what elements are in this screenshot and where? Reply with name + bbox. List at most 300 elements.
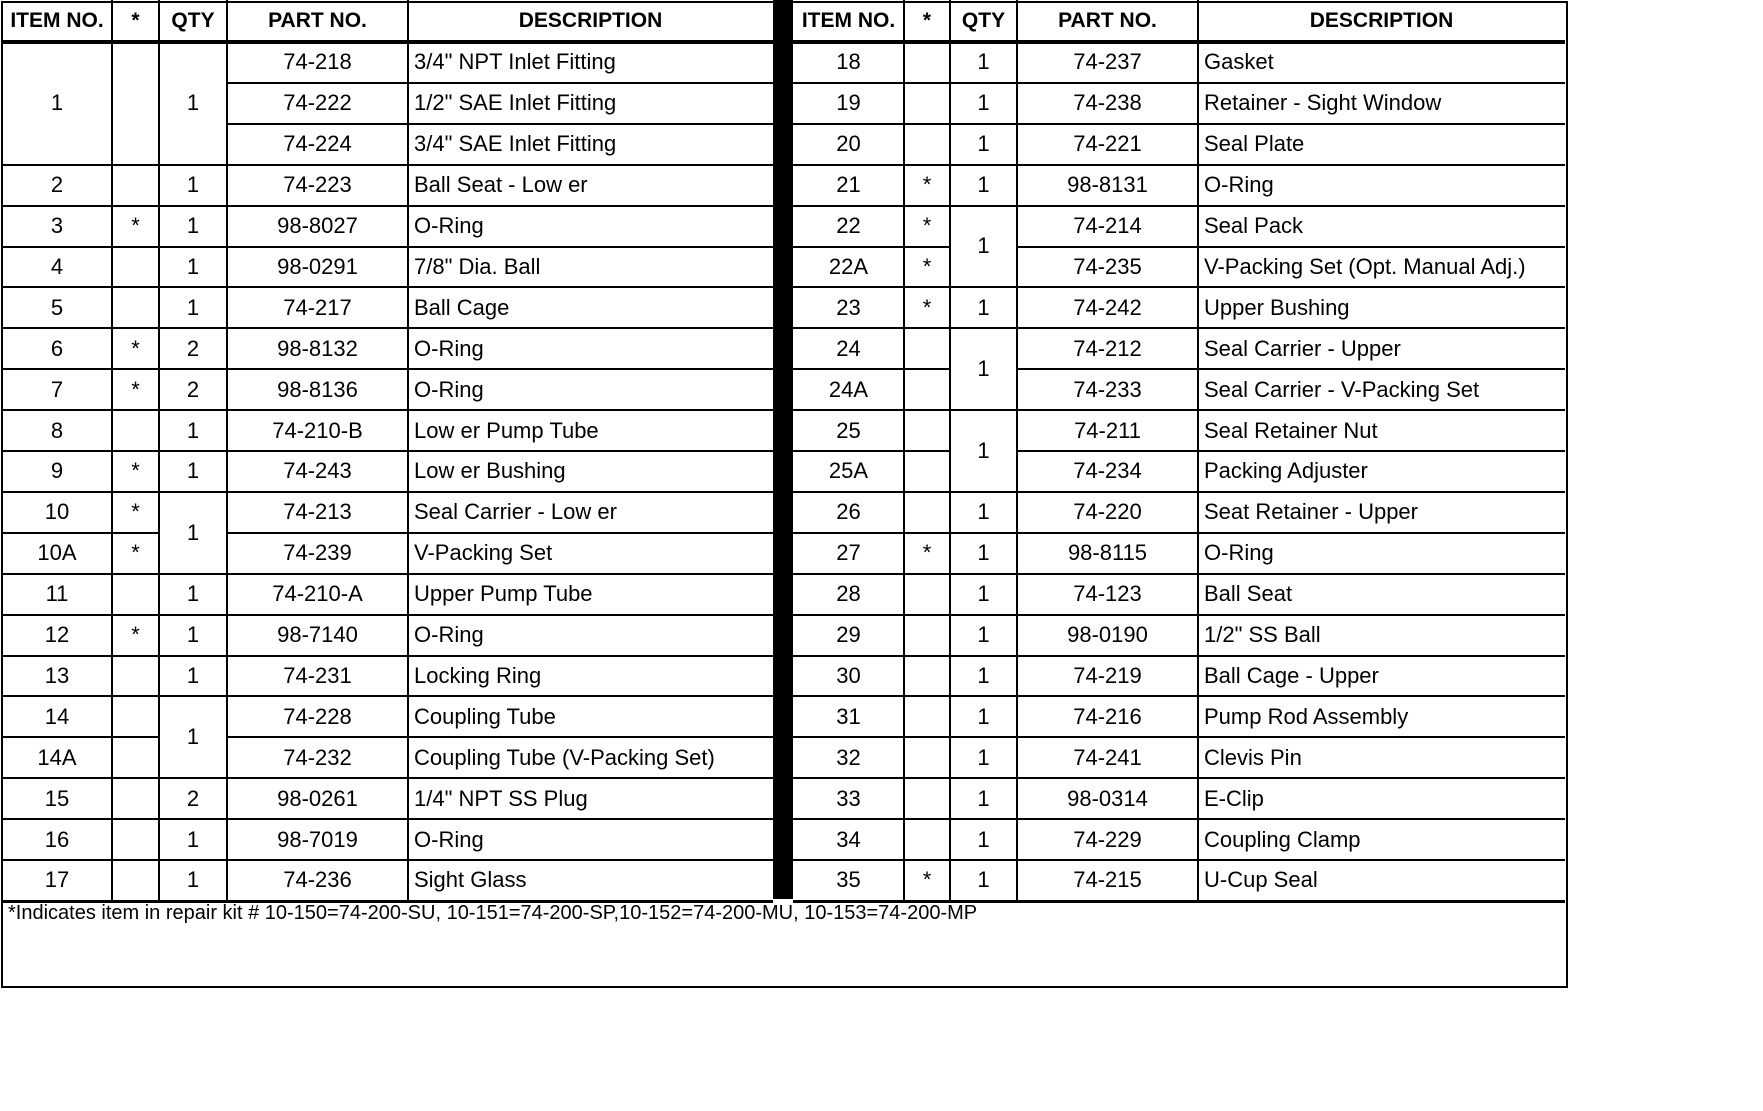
left-cell-item-no: 10	[44, 499, 70, 525]
repair-kit-footnote: *Indicates item in repair kit # 10-150=74-200-SU, 10-151=74-200-SP,10-152=74-200-MU, 10-153=74-200-MP	[8, 902, 978, 924]
left-cell-part-no: 74-231	[283, 662, 352, 688]
left-row-rule	[227, 368, 408, 370]
right-cell-star: *	[922, 540, 932, 566]
left-cell-qty: 1	[186, 90, 200, 116]
left-cell-part-no: 98-8132	[277, 335, 358, 361]
right-cell-item-no: 29	[836, 622, 861, 648]
left-cell-star	[112, 737, 159, 778]
right-cell-description: Ball Seat	[1204, 581, 1293, 607]
left-cell-item-no: 10A	[37, 540, 77, 566]
left-cell-description: V-Packing Set	[414, 540, 553, 566]
right-header-description: DESCRIPTION	[1309, 9, 1454, 32]
right-cell-item-no: 20	[836, 131, 861, 157]
right-row-rule	[904, 327, 950, 329]
right-cell-star	[904, 328, 950, 369]
right-cell-qty: 1	[977, 294, 990, 320]
right-row-rule	[950, 777, 1017, 779]
left-row-rule	[227, 450, 408, 452]
right-cell-item-no: 27	[836, 540, 861, 566]
left-cell-part-no: 98-7019	[277, 826, 358, 852]
right-row-rule	[793, 327, 904, 329]
left-cell-description: Coupling Tube (V-Packing Set)	[414, 744, 715, 770]
right-row-rule	[793, 573, 904, 575]
left-row-rule	[408, 614, 773, 616]
left-cell-part-no: 74-243	[283, 458, 352, 484]
left-cell-part-no: 74-239	[283, 540, 352, 566]
left-row-rule	[2, 164, 112, 166]
right-cell-qty: 1	[977, 540, 990, 566]
right-cell-part-no: 74-221	[1073, 131, 1142, 157]
left-cell-part-no: 74-218	[283, 49, 352, 75]
right-row-rule	[950, 205, 1017, 207]
left-cell-item-no: 11	[45, 581, 69, 607]
left-row-rule	[408, 205, 773, 207]
right-row-rule	[1017, 327, 1198, 329]
left-cell-description: O-Ring	[414, 622, 484, 648]
right-cell-star: *	[922, 867, 932, 893]
left-cell-item-no: 9	[50, 458, 64, 484]
right-cell-part-no: 74-237	[1073, 49, 1142, 75]
right-cell-part-no: 74-216	[1073, 703, 1142, 729]
left-row-rule	[159, 859, 227, 861]
right-header-star: *	[922, 9, 932, 32]
right-row-rule	[1198, 82, 1565, 84]
right-row-rule	[793, 368, 904, 370]
right-row-rule	[1017, 123, 1198, 125]
left-row-rule	[112, 205, 159, 207]
right-cell-qty: 1	[977, 499, 990, 525]
right-cell-part-no: 74-229	[1073, 826, 1142, 852]
right-row-rule	[1017, 859, 1198, 861]
left-row-rule	[159, 573, 227, 575]
left-cell-description: Sight Glass	[414, 867, 527, 893]
right-row-rule	[793, 82, 904, 84]
right-row-rule	[1017, 450, 1198, 452]
left-row-rule	[2, 491, 112, 493]
left-cell-star: *	[131, 622, 140, 648]
right-cell-item-no: 25	[836, 417, 861, 443]
right-header-rule	[793, 40, 1565, 44]
right-row-rule	[1198, 859, 1565, 861]
left-row-rule	[408, 450, 773, 452]
left-row-rule	[2, 368, 112, 370]
right-row-rule	[1198, 573, 1565, 575]
right-cell-part-no: 74-211	[1074, 417, 1141, 443]
left-row-rule	[227, 82, 408, 84]
right-row-rule	[1017, 205, 1198, 207]
right-row-rule	[904, 573, 950, 575]
left-cell-item-no: 3	[50, 213, 64, 239]
left-cell-qty: 2	[186, 335, 200, 361]
right-row-rule	[1198, 123, 1565, 125]
right-cell-item-no: 22	[836, 213, 861, 239]
left-cell-item-no: 4	[50, 253, 64, 279]
right-row-rule	[1017, 900, 1198, 903]
right-row-rule	[950, 655, 1017, 657]
left-row-rule	[408, 82, 773, 84]
right-row-rule	[1017, 491, 1198, 493]
left-row-rule	[159, 614, 227, 616]
left-cell-part-no: 98-0261	[277, 785, 358, 811]
left-row-rule	[2, 532, 112, 534]
right-row-rule	[1198, 614, 1565, 616]
right-cell-star	[904, 778, 950, 819]
right-cell-star: *	[922, 213, 932, 239]
right-cell-item-no: 24	[836, 335, 861, 361]
right-cell-item-no: 23	[836, 294, 861, 320]
right-row-rule	[1198, 327, 1565, 329]
left-cell-part-no: 74-236	[283, 867, 352, 893]
left-row-rule	[227, 327, 408, 329]
left-row-rule	[227, 123, 408, 125]
left-row-rule	[227, 614, 408, 616]
right-row-rule	[950, 409, 1017, 411]
left-cell-item-no: 5	[50, 294, 64, 320]
right-cell-item-no: 28	[836, 581, 861, 607]
right-cell-star	[904, 574, 950, 615]
left-cell-part-no: 74-228	[283, 703, 352, 729]
left-cell-part-no: 74-224	[283, 131, 352, 157]
left-cell-star	[112, 410, 159, 451]
left-row-rule	[408, 655, 773, 657]
right-row-rule	[1198, 246, 1565, 248]
left-row-rule	[112, 655, 159, 657]
right-row-rule	[904, 532, 950, 534]
right-cell-description: Gasket	[1204, 49, 1274, 75]
left-row-rule	[112, 573, 159, 575]
right-row-rule	[793, 695, 904, 697]
left-cell-qty: 1	[186, 294, 200, 320]
right-cell-description: Packing Adjuster	[1204, 458, 1368, 484]
left-row-rule	[408, 491, 773, 493]
right-row-rule	[904, 655, 950, 657]
left-row-rule	[408, 327, 773, 329]
right-row-rule	[1017, 777, 1198, 779]
left-row-rule	[227, 695, 408, 697]
left-cell-star	[112, 696, 159, 737]
right-cell-item-no: 34	[836, 826, 861, 852]
left-header-part-no: PART NO.	[268, 9, 367, 32]
left-row-rule	[112, 614, 159, 616]
right-cell-star	[904, 124, 950, 165]
left-cell-star	[112, 165, 159, 206]
left-row-rule	[159, 286, 227, 288]
left-row-rule	[408, 409, 773, 411]
right-header-part-no: PART NO.	[1058, 9, 1157, 32]
left-cell-item-no: 2	[50, 172, 64, 198]
left-cell-description: 3/4" NPT Inlet Fitting	[414, 49, 616, 75]
left-cell-item-no: 7	[50, 376, 64, 402]
left-cell-item-no: 16	[44, 826, 70, 852]
left-row-rule	[408, 859, 773, 861]
left-row-rule	[159, 205, 227, 207]
right-row-rule	[950, 573, 1017, 575]
right-cell-qty: 1	[977, 703, 990, 729]
right-cell-star: *	[922, 172, 932, 198]
right-cell-part-no: 74-241	[1073, 744, 1142, 770]
left-row-rule	[2, 409, 112, 411]
right-row-rule	[793, 655, 904, 657]
right-cell-part-no: 74-215	[1073, 867, 1142, 893]
right-row-rule	[1198, 900, 1565, 903]
right-cell-description: Seat Retainer - Upper	[1204, 499, 1418, 525]
left-cell-part-no: 74-213	[283, 499, 352, 525]
left-cell-qty: 1	[186, 622, 200, 648]
right-row-rule	[793, 123, 904, 125]
left-cell-star	[112, 247, 159, 288]
right-cell-description: Pump Rod Assembly	[1204, 703, 1409, 729]
left-row-rule	[112, 818, 159, 820]
right-cell-part-no: 74-233	[1073, 376, 1142, 402]
right-row-rule	[904, 695, 950, 697]
left-row-rule	[408, 818, 773, 820]
left-header-item-no: ITEM NO.	[10, 9, 104, 32]
right-row-rule	[950, 82, 1017, 84]
right-row-rule	[793, 491, 904, 493]
right-row-rule	[904, 368, 950, 370]
left-cell-description: Upper Pump Tube	[414, 581, 593, 607]
left-row-rule	[159, 164, 227, 166]
left-row-rule	[227, 491, 408, 493]
left-row-rule	[408, 573, 773, 575]
right-cell-star	[904, 42, 950, 83]
right-row-rule	[793, 859, 904, 861]
left-row-rule	[227, 736, 408, 738]
right-cell-star: *	[922, 294, 932, 320]
left-row-rule	[2, 246, 112, 248]
left-row-rule	[112, 777, 159, 779]
right-row-rule	[793, 164, 904, 166]
left-cell-description: Coupling Tube	[414, 703, 556, 729]
left-cell-description: Seal Carrier - Low er	[414, 499, 617, 525]
left-row-rule	[2, 614, 112, 616]
right-cell-description: V-Packing Set (Opt. Manual Adj.)	[1204, 253, 1526, 279]
left-cell-part-no: 74-210-B	[272, 417, 363, 443]
left-row-rule	[227, 573, 408, 575]
left-cell-star: *	[131, 458, 140, 484]
right-cell-item-no: 24A	[828, 376, 869, 402]
right-cell-description: Seal Pack	[1204, 213, 1304, 239]
left-cell-part-no: 98-0291	[277, 253, 358, 279]
left-row-rule	[159, 655, 227, 657]
right-cell-qty: 1	[977, 826, 990, 852]
left-row-rule	[159, 777, 227, 779]
left-cell-qty: 1	[186, 724, 200, 750]
right-cell-item-no: 26	[836, 499, 861, 525]
left-row-rule	[2, 818, 112, 820]
right-cell-star	[904, 656, 950, 697]
right-row-rule	[904, 491, 950, 493]
left-cell-qty: 1	[186, 581, 200, 607]
right-row-rule	[950, 491, 1017, 493]
right-cell-star	[904, 819, 950, 860]
left-row-rule	[227, 818, 408, 820]
left-row-rule	[112, 409, 159, 411]
right-cell-part-no: 74-123	[1073, 581, 1142, 607]
right-row-rule	[950, 123, 1017, 125]
left-cell-star	[112, 574, 159, 615]
left-row-rule	[227, 286, 408, 288]
right-row-rule	[1198, 695, 1565, 697]
right-cell-description: U-Cup Seal	[1204, 867, 1318, 893]
left-row-rule	[408, 286, 773, 288]
right-header-qty: QTY	[961, 9, 1006, 32]
left-cell-part-no: 74-217	[283, 294, 352, 320]
right-row-rule	[950, 614, 1017, 616]
left-cell-star	[112, 860, 159, 901]
right-row-rule	[950, 286, 1017, 288]
right-cell-part-no: 74-220	[1073, 499, 1142, 525]
left-cell-qty: 1	[186, 213, 200, 239]
left-cell-description: Locking Ring	[414, 662, 542, 688]
left-row-rule	[159, 695, 227, 697]
left-row-rule	[408, 532, 773, 534]
right-cell-description: Coupling Clamp	[1204, 826, 1361, 852]
left-cell-star	[112, 656, 159, 697]
right-row-rule	[793, 409, 904, 411]
left-row-rule	[227, 532, 408, 534]
left-cell-part-no: 74-223	[283, 172, 352, 198]
left-cell-part-no: 74-232	[283, 744, 352, 770]
right-cell-description: O-Ring	[1204, 172, 1274, 198]
left-cell-description: O-Ring	[414, 335, 484, 361]
right-row-rule	[793, 777, 904, 779]
right-row-rule	[1198, 818, 1565, 820]
right-row-rule	[1198, 286, 1565, 288]
left-cell-item-no: 13	[44, 662, 70, 688]
left-row-rule	[408, 164, 773, 166]
right-cell-qty: 1	[977, 662, 990, 688]
center-divider	[773, 0, 793, 899]
left-row-rule	[159, 368, 227, 370]
right-row-rule	[904, 777, 950, 779]
right-cell-description: E-Clip	[1204, 785, 1264, 811]
left-cell-description: 7/8" Dia. Ball	[414, 253, 541, 279]
right-cell-description: Upper Bushing	[1204, 294, 1350, 320]
left-row-rule	[159, 450, 227, 452]
right-cell-part-no: 98-0314	[1067, 785, 1148, 811]
right-row-rule	[950, 327, 1017, 329]
right-row-rule	[1198, 409, 1565, 411]
right-row-rule	[904, 286, 950, 288]
right-cell-star	[904, 369, 950, 410]
left-row-rule	[112, 859, 159, 861]
left-cell-item-no: 17	[44, 867, 70, 893]
left-cell-star: *	[131, 540, 140, 566]
right-row-rule	[904, 246, 950, 248]
left-row-rule	[112, 327, 159, 329]
right-cell-star	[904, 410, 950, 451]
right-row-rule	[1017, 614, 1198, 616]
left-row-rule	[2, 777, 112, 779]
left-row-rule	[2, 573, 112, 575]
right-row-rule	[904, 818, 950, 820]
right-cell-part-no: 74-242	[1073, 294, 1142, 320]
left-cell-description: O-Ring	[414, 826, 484, 852]
right-row-rule	[793, 614, 904, 616]
right-cell-qty: 1	[977, 744, 990, 770]
right-cell-description: Retainer - Sight Window	[1204, 90, 1442, 116]
left-cell-item-no: 12	[44, 622, 70, 648]
left-cell-qty: 2	[186, 785, 200, 811]
right-row-rule	[793, 818, 904, 820]
right-cell-star: *	[922, 253, 932, 279]
right-cell-part-no: 74-219	[1073, 662, 1142, 688]
right-row-rule	[904, 164, 950, 166]
left-cell-description: 1/4" NPT SS Plug	[414, 785, 588, 811]
right-cell-part-no: 74-212	[1073, 335, 1142, 361]
right-cell-part-no: 74-234	[1073, 458, 1142, 484]
right-cell-qty: 1	[977, 622, 990, 648]
left-cell-part-no: 98-8027	[277, 213, 358, 239]
right-row-rule	[793, 450, 904, 452]
left-row-rule	[112, 491, 159, 493]
right-cell-item-no: 30	[836, 662, 861, 688]
left-row-rule	[408, 736, 773, 738]
left-row-rule	[2, 450, 112, 452]
right-cell-item-no: 32	[836, 744, 861, 770]
left-row-rule	[227, 777, 408, 779]
right-cell-part-no: 74-214	[1073, 213, 1142, 239]
right-row-rule	[793, 532, 904, 534]
left-cell-star: *	[131, 376, 140, 402]
right-row-rule	[950, 859, 1017, 861]
left-row-rule	[2, 859, 112, 861]
left-row-rule	[112, 368, 159, 370]
left-cell-item-no: 8	[50, 417, 64, 443]
right-row-rule	[1198, 655, 1565, 657]
right-cell-item-no: 21	[836, 172, 861, 198]
right-cell-qty: 1	[977, 581, 990, 607]
left-cell-star	[112, 778, 159, 819]
right-cell-description: Seal Carrier - Upper	[1204, 335, 1401, 361]
left-cell-part-no: 98-8136	[277, 376, 358, 402]
left-cell-qty: 2	[186, 376, 200, 402]
right-cell-item-no: 31	[836, 703, 861, 729]
left-cell-star	[112, 287, 159, 328]
right-row-rule	[793, 286, 904, 288]
left-row-rule	[408, 246, 773, 248]
left-row-rule	[2, 736, 112, 738]
right-row-rule	[1198, 532, 1565, 534]
right-cell-description: 1/2" SS Ball	[1204, 622, 1321, 648]
left-row-rule	[159, 327, 227, 329]
right-row-rule	[1198, 736, 1565, 738]
right-header-item-no: ITEM NO.	[801, 9, 896, 32]
left-cell-qty: 1	[186, 662, 200, 688]
right-cell-qty: 1	[977, 785, 990, 811]
left-row-rule	[112, 164, 159, 166]
left-row-rule	[408, 123, 773, 125]
left-cell-part-no: 74-222	[283, 90, 352, 116]
right-row-rule	[950, 164, 1017, 166]
right-cell-description: Seal Retainer Nut	[1204, 417, 1378, 443]
right-cell-part-no: 98-8115	[1067, 540, 1148, 566]
right-cell-part-no: 74-238	[1073, 90, 1142, 116]
right-cell-item-no: 35	[836, 867, 861, 893]
right-cell-description: Ball Cage - Upper	[1204, 662, 1379, 688]
left-cell-qty: 1	[186, 826, 200, 852]
left-cell-description: 1/2" SAE Inlet Fitting	[414, 90, 617, 116]
left-row-rule	[159, 491, 227, 493]
right-cell-star	[904, 737, 950, 778]
right-cell-part-no: 98-8131	[1067, 172, 1148, 198]
right-cell-description: Seal Plate	[1204, 131, 1305, 157]
right-cell-qty: 1	[977, 356, 990, 382]
right-row-rule	[793, 736, 904, 738]
right-row-rule	[950, 818, 1017, 820]
right-row-rule	[904, 736, 950, 738]
